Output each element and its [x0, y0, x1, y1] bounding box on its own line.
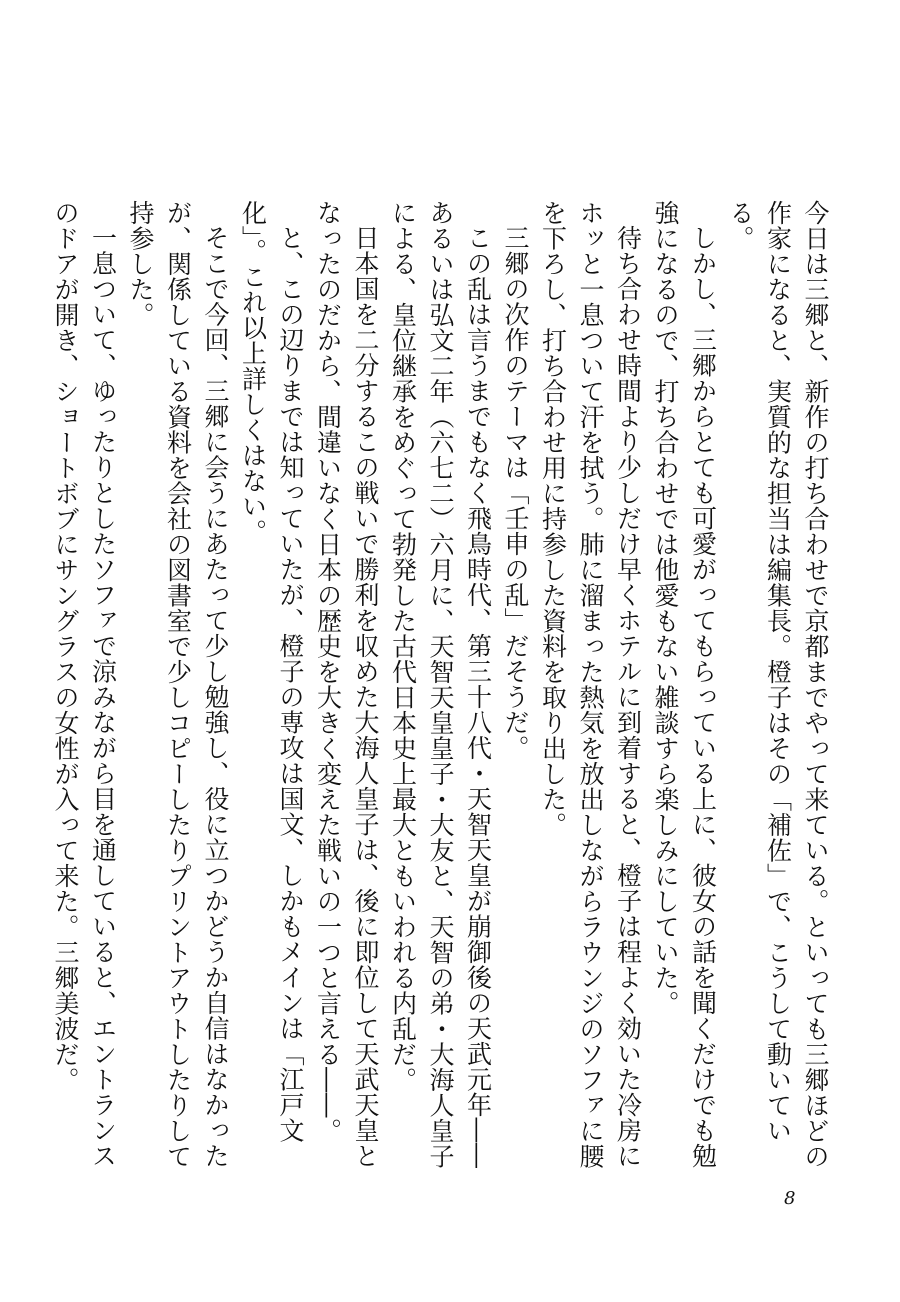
- paragraph-9: 一息ついて、ゆったりとしたソファで涼みながら目を通していると、エントランスのドアが開き、ショートボブにサングラスの女性が入って来た。三郷美波だ。: [51, 200, 118, 1169]
- paragraph-8: そこで今回、三郷に会うにあたって少し勉強し、役に立つかどうか自信はなかったが、関係している資料を会社の図書室で少しコピーしたりプリントアウトしたりして持参した。: [126, 200, 230, 1169]
- paragraph-2: しかし、三郷からとても可愛がってもらっている上に、彼女の話を聞くだけでも勉強になるので、打ち合わせでは他愛もない雑談すら楽しみにしていた。: [651, 200, 718, 1169]
- paragraph-1: 今日は三郷と、新作の打ち合わせで京都までやって来ている。といっても三郷ほどの作家になると、実質的な担当は編集長。橙子はその「補佐」で、こうして動いている。: [726, 200, 830, 1169]
- paragraph-5: この乱は言うまでもなく飛鳥時代、第三十八代・天智天皇が崩御後の天武元年――あるいは弘文二年（六七二）六月に、天智天皇皇子・大友と、天智の弟・大海人皇子による、皇位継承をめぐって勃発した古代日本史上最大ともいわれる内乱だ。: [388, 200, 493, 1169]
- paragraph-7: と、この辺りまでは知っていたが、橙子の専攻は国文、しかもメインは「江戸文化」。これ以上詳しくはない。: [238, 200, 305, 1143]
- paragraph-6: 日本国を二分するこの戦いで勝利を収めた大海人皇子は、後に即位して天武天皇となったのだから、間違いなく日本の歴史を大きく変えた戦いの一つと言える――。: [313, 200, 380, 1169]
- paragraph-4: 三郷の次作のテーマは「壬申の乱」だそうだ。: [501, 225, 530, 761]
- paragraph-3: 待ち合わせ時間より少しだけ早くホテルに到着すると、橙子は程よく効いた冷房にホッと一息ついて汗を拭う。肺に溜まった熱気を放出しながらラウンジのソファに腰を下ろし、打ち合わせ用に持参した資料を取り出した。: [538, 200, 643, 1169]
- body-text: [47, 200, 835, 1190]
- page-number: 8: [784, 1188, 796, 1209]
